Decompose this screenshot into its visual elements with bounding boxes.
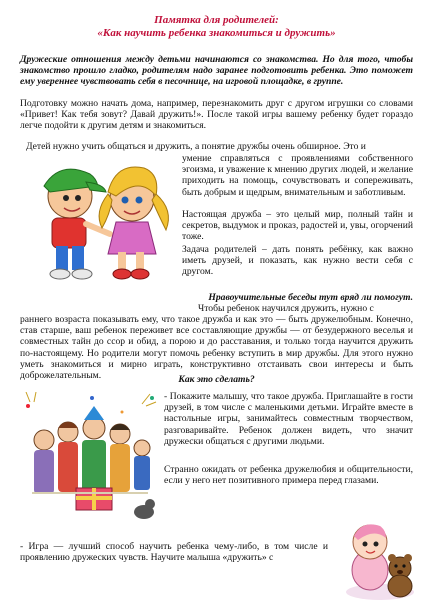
positive-example-paragraph: Странно ожидать от ребенка дружелюбия и общительности, если у него нет позитивного примера перед глазами. <box>164 464 413 487</box>
moral-subtitle: Нравоучительные беседы тут вряд ли помогут. <box>208 292 413 303</box>
family-party-illustration <box>22 392 158 528</box>
lead-paragraph: Дружеские отношения между детьми начинаются со знакомства. Но для того, чтобы знакомство прошло гладко, родителям надо заранее подготовить ребенка. Это поможет ему увереннее чувствовать себя в песочнице, на игровой площадке, в группе. <box>20 54 413 88</box>
intro-paragraph: Подготовку можно начать дома, например, перезнакомить друг с другом игрушки со словами «Привет! Как тебя зовут? Давай дружить!». После такой игры вашему ребенку будет гораздо легче подойти к другим детям и знакомиться. <box>20 98 413 132</box>
moral-paragraph-start: Чтобы ребенок научился дружить, нужно с <box>198 303 374 314</box>
friendship-paragraph-start: Детей нужно учить общаться и дружить, а понятие дружбы очень обширное. Это и <box>26 141 366 152</box>
play-item: - Игра — лучший способ научить ребенка чему-либо, в том числе и проявлению дружеских чувств. Научите малыша «дружить» с <box>20 541 328 564</box>
memo-title: Памятка для родителей: <box>154 14 279 26</box>
how-to-subtitle: Как это сделать? <box>178 374 255 385</box>
moral-paragraph: раннего возраста показывать ему, что такое дружба и как это — быть дружелюбным. Конечно, став старше, ваш ребенок переживет все составляющие дружбы — от безудержного веселья и совместных тайн до ссор и обид, а порою и до расставания, и только тогда научится дружить по-настоящему. Но родители могут помочь ребенку вступить в мир дружбы. Для этого нужно уметь знакомиться и мирно играть, конструктивно отстаивать свои интересы и быть доброжелательным. <box>20 314 413 382</box>
show-friendship-item: - Покажите малышу, что такое дружба. Приглашайте в гости друзей, в том числе с маленькими детьми. Играйте вместе в настольные игры, занимайтесь совместным творчеством, разговаривайте. Ребенок должен видеть, что значит дружески общаться с другими людьми. <box>164 391 413 447</box>
friendship-qualities-paragraph: умение справляться с проявлениями собственного эгоизма, и уважение к мнению других людей, и желание приходить на помощь, сочувствовать и сопереживать, быть добрым и щедрым, внимательным и заботливым. <box>182 153 413 198</box>
memo-subtitle: «Как научить ребенка знакомиться и дружить» <box>97 27 336 39</box>
two-kids-illustration <box>20 152 178 288</box>
parents-task-paragraph: Задача родителей – дать понять ребёнку, как важно иметь друзей, и показать, как нужно вести себя с другом. <box>182 244 413 278</box>
baby-with-teddy-illustration <box>340 516 418 602</box>
true-friendship-paragraph: Настоящая дружба – это целый мир, полный тайн и секретов, выдумок и проказ, радостей и, увы, огорчений тоже. <box>182 209 413 243</box>
